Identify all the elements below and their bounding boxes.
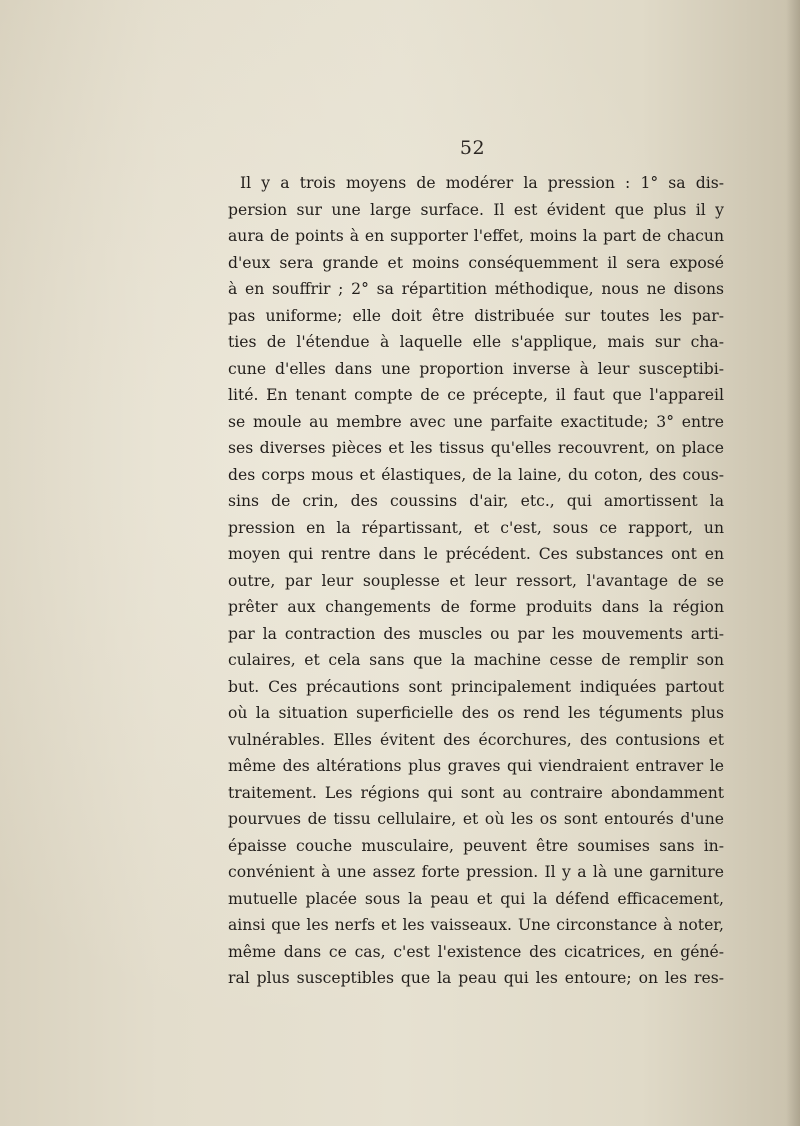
text-line: persion sur une large surface. Il est évident que plus il y [228, 200, 724, 219]
page-edge-shadow [786, 0, 800, 1126]
text-line: cune d'elles dans une proportion inverse à leur susceptibi- [228, 359, 724, 378]
text-line: pas uniforme; elle doit être distribuée sur toutes les par- [228, 306, 724, 325]
text-line: pression en la répartissant, et c'est, sous ce rapport, un [228, 518, 724, 537]
text-line: se moule au membre avec une parfaite exactitude; 3° entre [228, 412, 724, 431]
text-line: à en souffrir ; 2° sa répartition méthodique, nous ne disons [228, 280, 724, 298]
text-line: même dans ce cas, c'est l'existence des cicatrices, en géné- [228, 942, 724, 961]
text-line: outre, par leur souplesse et leur ressort, l'avantage de se [228, 571, 724, 590]
text-line: moyen qui rentre dans le précédent. Ces substances ont en [228, 545, 724, 563]
text-line: traitement. Les régions qui sont au contraire abondamment [228, 783, 724, 802]
text-line: ses diverses pièces et les tissus qu'elles recouvrent, on place [228, 439, 724, 457]
page-number: 52 [459, 137, 486, 159]
text-line: pourvues de tissu cellulaire, et où les os sont entourés d'une [228, 810, 724, 828]
text-line: prêter aux changements de forme produits dans la région [228, 598, 724, 616]
text-line: aura de points à en supporter l'effet, moins la part de chacun [228, 227, 724, 245]
text-line: convénient à une assez forte pression. Il y a là une garniture [228, 863, 724, 881]
text-line: lité. En tenant compte de ce précepte, il faut que l'appareil [228, 386, 724, 404]
text-line: ties de l'étendue à laquelle elle s'applique, mais sur cha- [228, 333, 724, 351]
text-line: d'eux sera grande et moins conséquemment il sera exposé [228, 253, 724, 272]
text-line: épaisse couche musculaire, peuvent être soumises sans in- [228, 836, 724, 855]
text-line: par la contraction des muscles ou par les mouvements arti- [228, 624, 724, 643]
text-line: mutuelle placée sous la peau et qui la défend efficacement, [228, 889, 724, 908]
text-line: but. Ces précautions sont principalement indiquées partout [228, 677, 724, 696]
text-line: culaires, et cela sans que la machine cesse de remplir son [228, 651, 724, 669]
text-line: des corps mous et élastiques, de la laine, du coton, des cous- [228, 465, 724, 484]
body-text [228, 170, 724, 992]
text-line: Il y a trois moyens de modérer la pression : 1° sa dis- [240, 174, 724, 192]
text-line: sins de crin, des coussins d'air, etc., qui amortissent la [228, 492, 724, 510]
text-line: vulnérables. Elles évitent des écorchures, des contusions et [228, 730, 724, 749]
text-line: même des altérations plus graves qui viendraient entraver le [228, 757, 724, 775]
text-line: ral plus susceptibles que la peau qui les entoure; on les res- [228, 969, 724, 987]
text-line: où la situation superficielle des os rend les téguments plus [228, 704, 724, 722]
text-line: ainsi que les nerfs et les vaisseaux. Une circonstance à noter, [228, 916, 724, 934]
